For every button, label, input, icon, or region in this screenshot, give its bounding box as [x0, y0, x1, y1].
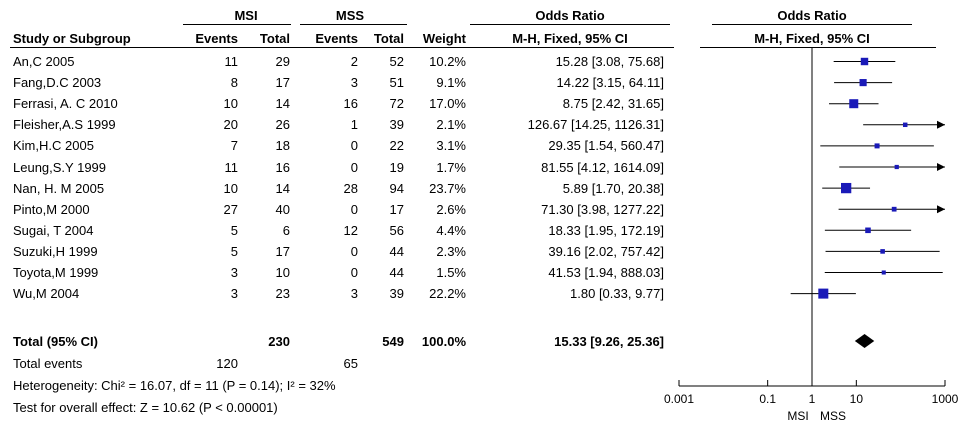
events1-cell: 27	[223, 201, 238, 217]
x-tick-label: 0.1	[759, 392, 777, 406]
or-cell: 15.28 [3.08, 75.68]	[555, 54, 664, 69]
study-name: Fleisher,A.S 1999	[13, 117, 116, 133]
events1-cell: 11	[224, 54, 238, 69]
favours-right-label: MSS	[819, 409, 847, 423]
weight-cell: 1.5%	[436, 265, 466, 280]
study-square	[882, 270, 886, 274]
study-name: Ferrasi, A. C 2010	[13, 96, 118, 112]
events1-cell: 7	[230, 138, 238, 154]
total1-cell: 17	[275, 243, 290, 259]
or-cell: 71.30 [3.98, 1277.22]	[541, 201, 664, 217]
events1-cell: 20	[223, 117, 238, 133]
study-square	[875, 143, 880, 148]
study-name: Wu,M 2004	[13, 286, 80, 302]
or-cell: 29.35 [1.54, 560.47]	[548, 138, 664, 154]
total-or-text: 15.33 [9.26, 25.36]	[554, 334, 664, 349]
total2-cell: 94	[389, 180, 404, 196]
or-cell: 5.89 [1.70, 20.38]	[562, 180, 664, 196]
study-square	[841, 183, 851, 193]
events2-cell: 0	[350, 265, 358, 280]
study-square	[861, 58, 868, 65]
study-name: Toyota,M 1999	[13, 265, 99, 280]
total-diamond	[855, 334, 874, 348]
x-tick-label: 1	[808, 392, 816, 406]
total2-cell: 17	[389, 201, 404, 217]
total2-cell: 44	[389, 243, 404, 259]
total2-header: Total	[373, 31, 404, 46]
study-name: Fang,D.C 2003	[13, 75, 102, 91]
events2-cell: 0	[350, 138, 358, 154]
weight-cell: 23.7%	[429, 180, 466, 196]
weight-cell: 2.1%	[436, 117, 466, 133]
events1-cell: 10	[223, 180, 238, 196]
events2-cell: 16	[343, 96, 358, 112]
total1-cell: 40	[275, 201, 290, 217]
events1-cell: 3	[230, 265, 238, 280]
events2-cell: 28	[343, 180, 358, 196]
total1-cell: 14	[275, 96, 290, 112]
total1-cell: 26	[275, 117, 290, 133]
total2-cell: 22	[389, 138, 404, 154]
or-cell: 126.67 [14.25, 1126.31]	[527, 117, 664, 133]
weight-cell: 17.0%	[429, 96, 466, 112]
study-name: An,C 2005	[13, 54, 75, 69]
total1-cell: 16	[275, 159, 290, 175]
total2-cell: 44	[389, 265, 404, 280]
ci-arrow	[937, 205, 945, 213]
total2-cell: 39	[389, 286, 404, 302]
total-weight: 100.0%	[421, 334, 466, 349]
study-name: Suzuki,H 1999	[13, 243, 98, 259]
weight-cell: 10.2%	[429, 54, 466, 69]
events2-cell: 2	[350, 54, 358, 69]
total1-cell: 14	[275, 180, 290, 196]
events2-cell: 3	[350, 75, 358, 91]
weight-header: Weight	[422, 31, 466, 46]
total2-cell: 72	[389, 96, 404, 112]
plot-method-header: M-H, Fixed, 95% CI	[754, 31, 870, 46]
study-name: Sugai, T 2004	[13, 222, 94, 238]
x-tick-label: 1000	[931, 392, 959, 406]
events1-cell: 8	[230, 75, 238, 91]
events2-cell: 1	[350, 117, 358, 133]
x-tick-label: 0.001	[663, 392, 695, 406]
study-square	[860, 79, 867, 86]
events1-cell: 10	[223, 96, 238, 112]
total2-cell: 19	[389, 159, 404, 175]
events2-cell: 0	[350, 159, 358, 175]
total-events-e2: 65	[343, 356, 358, 371]
study-square	[880, 249, 885, 254]
events2-cell: 3	[350, 286, 358, 302]
group2-header: MSS	[335, 8, 365, 23]
study-name: Kim,H.C 2005	[13, 138, 94, 154]
overall-effect-text: Test for overall effect: Z = 10.62 (P < 0.00001)	[13, 400, 278, 415]
total-events-e1: 120	[216, 356, 238, 371]
favours-left-label: MSI	[787, 409, 809, 423]
weight-cell: 1.7%	[436, 159, 466, 175]
events1-header: Events	[195, 31, 238, 46]
events2-cell: 0	[350, 201, 358, 217]
or-cell: 18.33 [1.95, 172.19]	[548, 222, 664, 238]
or-title-header: Odds Ratio	[535, 8, 605, 23]
total-events-label: Total events	[13, 356, 83, 371]
total1-cell: 10	[275, 265, 290, 280]
plot-title-header: Odds Ratio	[777, 8, 847, 23]
study-square	[849, 99, 858, 108]
weight-cell: 22.2%	[429, 286, 466, 302]
x-tick-label: 10	[849, 392, 864, 406]
total1-header: Total	[259, 31, 290, 46]
events1-cell: 5	[230, 243, 238, 259]
events1-cell: 5	[230, 222, 238, 238]
total1-cell: 6	[282, 222, 290, 238]
events2-cell: 12	[343, 222, 358, 238]
total2-cell: 39	[389, 117, 404, 133]
or-cell: 1.80 [0.33, 9.77]	[570, 286, 664, 302]
events1-cell: 3	[230, 286, 238, 302]
total2-cell: 52	[389, 54, 404, 69]
or-cell: 14.22 [3.15, 64.11]	[556, 75, 664, 91]
heterogeneity-text: Heterogeneity: Chi² = 16.07, df = 11 (P = 0.14); I² = 32%	[13, 378, 336, 393]
study-name: Leung,S.Y 1999	[13, 159, 107, 175]
or-method-header: M-H, Fixed, 95% CI	[512, 31, 628, 46]
total-t1: 230	[268, 334, 290, 349]
total2-cell: 56	[389, 222, 404, 238]
weight-cell: 3.1%	[436, 138, 466, 154]
total1-cell: 23	[275, 286, 290, 302]
study-header: Study or Subgroup	[13, 31, 131, 46]
study-name: Nan, H. M 2005	[13, 180, 105, 196]
or-cell: 8.75 [2.42, 31.65]	[562, 96, 664, 112]
or-cell: 39.16 [2.02, 757.42]	[548, 243, 664, 259]
total-label: Total (95% CI)	[13, 334, 98, 349]
total1-cell: 18	[275, 138, 290, 154]
or-cell: 41.53 [1.94, 888.03]	[548, 265, 664, 280]
group1-header: MSI	[234, 8, 258, 23]
total1-cell: 29	[275, 54, 290, 69]
study-square	[892, 207, 897, 212]
ci-arrow	[937, 121, 945, 129]
total1-cell: 17	[275, 75, 290, 91]
events2-header: Events	[315, 31, 358, 46]
events1-cell: 11	[224, 159, 238, 175]
study-name: Pinto,M 2000	[13, 201, 90, 217]
ci-arrow	[937, 163, 945, 171]
study-square	[895, 165, 899, 169]
study-square	[903, 123, 907, 127]
total-t2: 549	[382, 334, 404, 349]
weight-cell: 2.6%	[436, 201, 466, 217]
study-square	[818, 289, 828, 299]
weight-cell: 4.4%	[436, 222, 466, 238]
or-cell: 81.55 [4.12, 1614.09]	[541, 159, 664, 175]
study-square	[865, 228, 871, 234]
events2-cell: 0	[350, 243, 358, 259]
weight-cell: 9.1%	[436, 75, 466, 91]
weight-cell: 2.3%	[436, 243, 466, 259]
total2-cell: 51	[389, 75, 404, 91]
